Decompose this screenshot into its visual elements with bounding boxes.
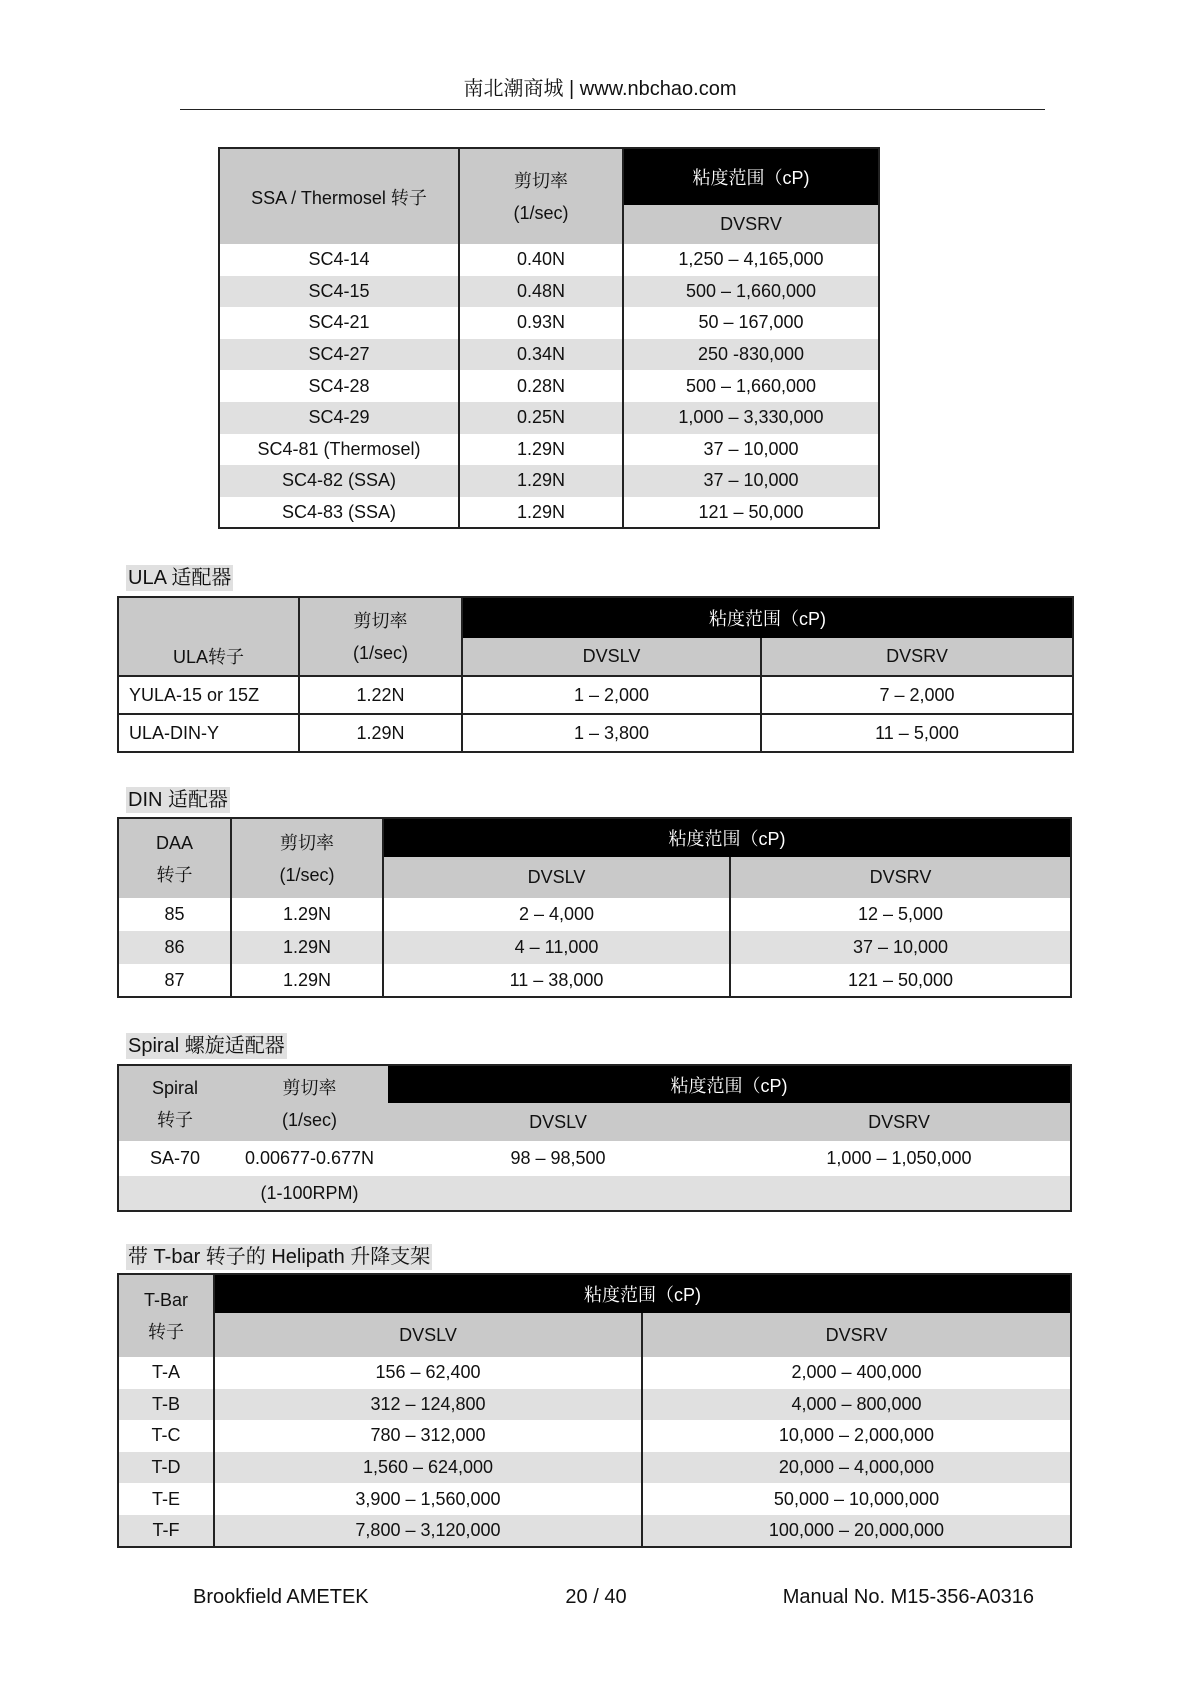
- spindle-label: T-Bar: [143, 1290, 188, 1310]
- table-cell: 37 – 10,000: [703, 470, 799, 491]
- col-header-dvsrv: DVSRV: [623, 205, 879, 244]
- table-cell: 1.29N: [459, 465, 623, 497]
- table-cell: 0.93N: [459, 307, 623, 339]
- table-cell: SC4-29: [219, 402, 459, 434]
- table-cell: 37 – 10,000: [852, 937, 949, 957]
- col-header-spindle: ULA转子: [118, 597, 299, 676]
- table-cell: 2 – 4,000: [383, 898, 730, 931]
- spiral-adapter-table: [117, 1064, 1072, 1212]
- table-cell: SC4-28: [219, 370, 459, 402]
- table-cell: SC4-21: [219, 307, 459, 339]
- table-cell: 11 – 38,000: [383, 964, 730, 997]
- spindle-label: Spiral: [151, 1077, 199, 1098]
- table-row: [118, 931, 1071, 964]
- table-cell: T-B: [118, 1389, 214, 1421]
- table-cell: 1.29N: [299, 714, 462, 752]
- col-header-dvsrv: DVSRV: [642, 1313, 1071, 1357]
- table-cell: 87: [118, 964, 231, 997]
- table-cell: 0.28N: [459, 370, 623, 402]
- table-cell: T-D: [118, 1452, 214, 1484]
- table-cell: [388, 1176, 728, 1211]
- table-row: [219, 276, 879, 308]
- table-row: [118, 1357, 1071, 1389]
- table-cell: 2,000 – 400,000: [791, 1362, 922, 1383]
- table-row: [219, 434, 879, 466]
- table-cell: SC4-83 (SSA): [219, 497, 459, 529]
- table-cell: SC4-27: [219, 339, 459, 371]
- table-cell: 1,250 – 4,165,000: [678, 249, 824, 270]
- table-cell: 3,900 – 1,560,000: [214, 1483, 642, 1515]
- col-header-shear: [231, 818, 383, 898]
- table-cell: SC4-15: [219, 276, 459, 308]
- shear-label: 剪切率: [353, 610, 408, 631]
- ula-adapter-table: [117, 596, 1074, 753]
- col-header-viscosity: 粘度范围（cP): [623, 148, 879, 205]
- table-cell: 1,000 – 1,050,000: [826, 1148, 972, 1168]
- table-row: [118, 1515, 1071, 1547]
- din-adapter-table: [117, 817, 1072, 998]
- col-header-dvslv: DVSLV: [383, 857, 730, 898]
- table-cell: 1,560 – 624,000: [214, 1452, 642, 1484]
- table-row: [118, 714, 1073, 752]
- table-cell: 1.22N: [299, 676, 462, 714]
- table-row: [118, 1389, 1071, 1421]
- table-cell: 0.48N: [459, 276, 623, 308]
- table-cell: 7 – 2,000: [879, 684, 955, 705]
- table-row: [118, 1483, 1071, 1515]
- table-cell: 85: [118, 898, 231, 931]
- col-header-viscosity: 粘度范围（cP): [462, 597, 1073, 638]
- table-cell: 0.40N: [459, 244, 623, 276]
- shear-unit: (1/sec): [352, 642, 408, 663]
- shear-unit: (1/sec): [513, 202, 569, 223]
- table-cell: 50,000 – 10,000,000: [773, 1488, 940, 1509]
- spindle-label: DAA: [155, 832, 193, 853]
- col-header-dvsrv: DVSRV: [761, 638, 1073, 676]
- table-cell: 0.34N: [459, 339, 623, 371]
- table-cell: 500 – 1,660,000: [685, 280, 817, 301]
- table-cell: 50 – 167,000: [698, 312, 804, 333]
- page-header: 南北潮商城 | www.nbchao.com: [463, 78, 737, 100]
- col-header-dvslv: DVSLV: [462, 638, 761, 676]
- table-cell: 86: [118, 931, 231, 964]
- table-cell: 20,000 – 4,000,000: [778, 1457, 935, 1478]
- col-header-dvsrv: DVSRV: [730, 857, 1071, 898]
- table-row: [219, 497, 879, 529]
- spindle-sub: 转子: [157, 1109, 193, 1130]
- col-header-viscosity: 粘度范围（cP): [214, 1274, 1071, 1313]
- table-row: [118, 1141, 1071, 1176]
- table-cell: 100,000 – 20,000,000: [768, 1519, 945, 1540]
- table-row: [219, 402, 879, 434]
- col-header-shear: [459, 148, 623, 244]
- table-cell: 780 – 312,000: [214, 1420, 642, 1452]
- table-cell: 121 – 50,000: [698, 501, 804, 522]
- table-cell: 12 – 5,000: [857, 904, 944, 924]
- table-cell: 500 – 1,660,000: [685, 375, 817, 396]
- table-cell: (1-100RPM): [260, 1182, 359, 1203]
- table-cell: 1 – 3,800: [462, 714, 761, 752]
- col-header-shear: [231, 1065, 388, 1141]
- table-cell: SC4-81 (Thermosel): [219, 434, 459, 466]
- footer-company: Brookfield AMETEK: [193, 1586, 369, 1608]
- col-header-viscosity: 粘度范围（cP): [388, 1065, 1071, 1103]
- table-row: [219, 465, 879, 497]
- table-cell: SA-70: [149, 1148, 201, 1168]
- col-header-dvsrv: DVSRV: [728, 1103, 1071, 1141]
- shear-label: 剪切率: [282, 1077, 337, 1098]
- table-cell: T-E: [118, 1483, 214, 1515]
- col-header-shear: [299, 597, 462, 676]
- section-label-helipath: 带 T-bar 转子的 Helipath 升降支架: [128, 1246, 431, 1268]
- col-header-spindle: [118, 1274, 214, 1357]
- table-cell: 1.29N: [231, 931, 383, 964]
- col-header-spindle: SSA / Thermosel 转子: [219, 148, 459, 244]
- table-cell: 7,800 – 3,120,000: [214, 1515, 642, 1547]
- footer-page-number: 20 / 40: [565, 1586, 627, 1608]
- table-row: [219, 244, 879, 276]
- shear-unit: (1/sec): [281, 1109, 337, 1130]
- section-label-din: DIN 适配器: [128, 789, 228, 811]
- table-cell: T-F: [118, 1515, 214, 1547]
- table-cell: 250 -830,000: [697, 344, 805, 365]
- table-cell: ULA-DIN-Y: [118, 714, 299, 752]
- table-cell: 0.00677-0.677N: [244, 1148, 375, 1168]
- spindle-sub: 转子: [156, 864, 193, 885]
- spindle-sub: 转子: [148, 1322, 184, 1342]
- table-cell: [118, 1176, 231, 1211]
- table-cell: 4,000 – 800,000: [791, 1393, 922, 1414]
- table-cell: T-C: [118, 1420, 214, 1452]
- table-cell: SC4-82 (SSA): [219, 465, 459, 497]
- header-divider: [180, 109, 1045, 110]
- table-cell: 98 – 98,500: [510, 1148, 606, 1168]
- table-row: [219, 307, 879, 339]
- col-header-spindle: [118, 818, 231, 898]
- table-cell: 1.29N: [231, 964, 383, 997]
- table-cell: 1.29N: [459, 497, 623, 529]
- shear-unit: (1/sec): [279, 864, 335, 885]
- table-cell: 1.29N: [459, 434, 623, 466]
- table-cell: [728, 1176, 1071, 1211]
- table-row: [118, 1176, 1071, 1211]
- col-header-dvslv: DVSLV: [388, 1103, 728, 1141]
- table-cell: 312 – 124,800: [214, 1389, 642, 1421]
- shear-label: 剪切率: [280, 832, 334, 853]
- table-cell: 0.25N: [459, 402, 623, 434]
- table-row: [118, 898, 1071, 931]
- table-cell: 37 – 10,000: [703, 438, 799, 459]
- table-cell: 1.29N: [231, 898, 383, 931]
- col-header-spindle: [118, 1065, 231, 1141]
- table-cell: 156 – 62,400: [214, 1357, 642, 1389]
- table-cell: T-A: [118, 1357, 214, 1389]
- table-cell: YULA-15 or 15Z: [118, 676, 299, 714]
- footer-manual-number: Manual No. M15-356-A0316: [782, 1586, 1034, 1608]
- shear-label: 剪切率: [514, 170, 568, 191]
- section-label-spiral: Spiral 螺旋适配器: [128, 1035, 285, 1057]
- table-row: [219, 370, 879, 402]
- table-cell: 11 – 5,000: [875, 722, 959, 743]
- helipath-tbar-table: [117, 1273, 1072, 1548]
- table-row: [118, 964, 1071, 997]
- table-cell: 1,000 – 3,330,000: [678, 407, 824, 428]
- table-row: [118, 676, 1073, 714]
- table-cell: 10,000 – 2,000,000: [778, 1425, 935, 1446]
- table-row: [118, 1452, 1071, 1484]
- col-header-viscosity: 粘度范围（cP): [383, 818, 1071, 857]
- table-row: [219, 339, 879, 371]
- table-cell: 4 – 11,000: [383, 931, 730, 964]
- table-cell: 121 – 50,000: [847, 969, 954, 990]
- table-row: [118, 1420, 1071, 1452]
- ssa-thermosel-table: [218, 147, 880, 529]
- table-cell: SC4-14: [219, 244, 459, 276]
- section-label-ula: ULA 适配器: [128, 567, 232, 589]
- table-cell: 1 – 2,000: [462, 676, 761, 714]
- col-header-dvslv: DVSLV: [214, 1313, 642, 1357]
